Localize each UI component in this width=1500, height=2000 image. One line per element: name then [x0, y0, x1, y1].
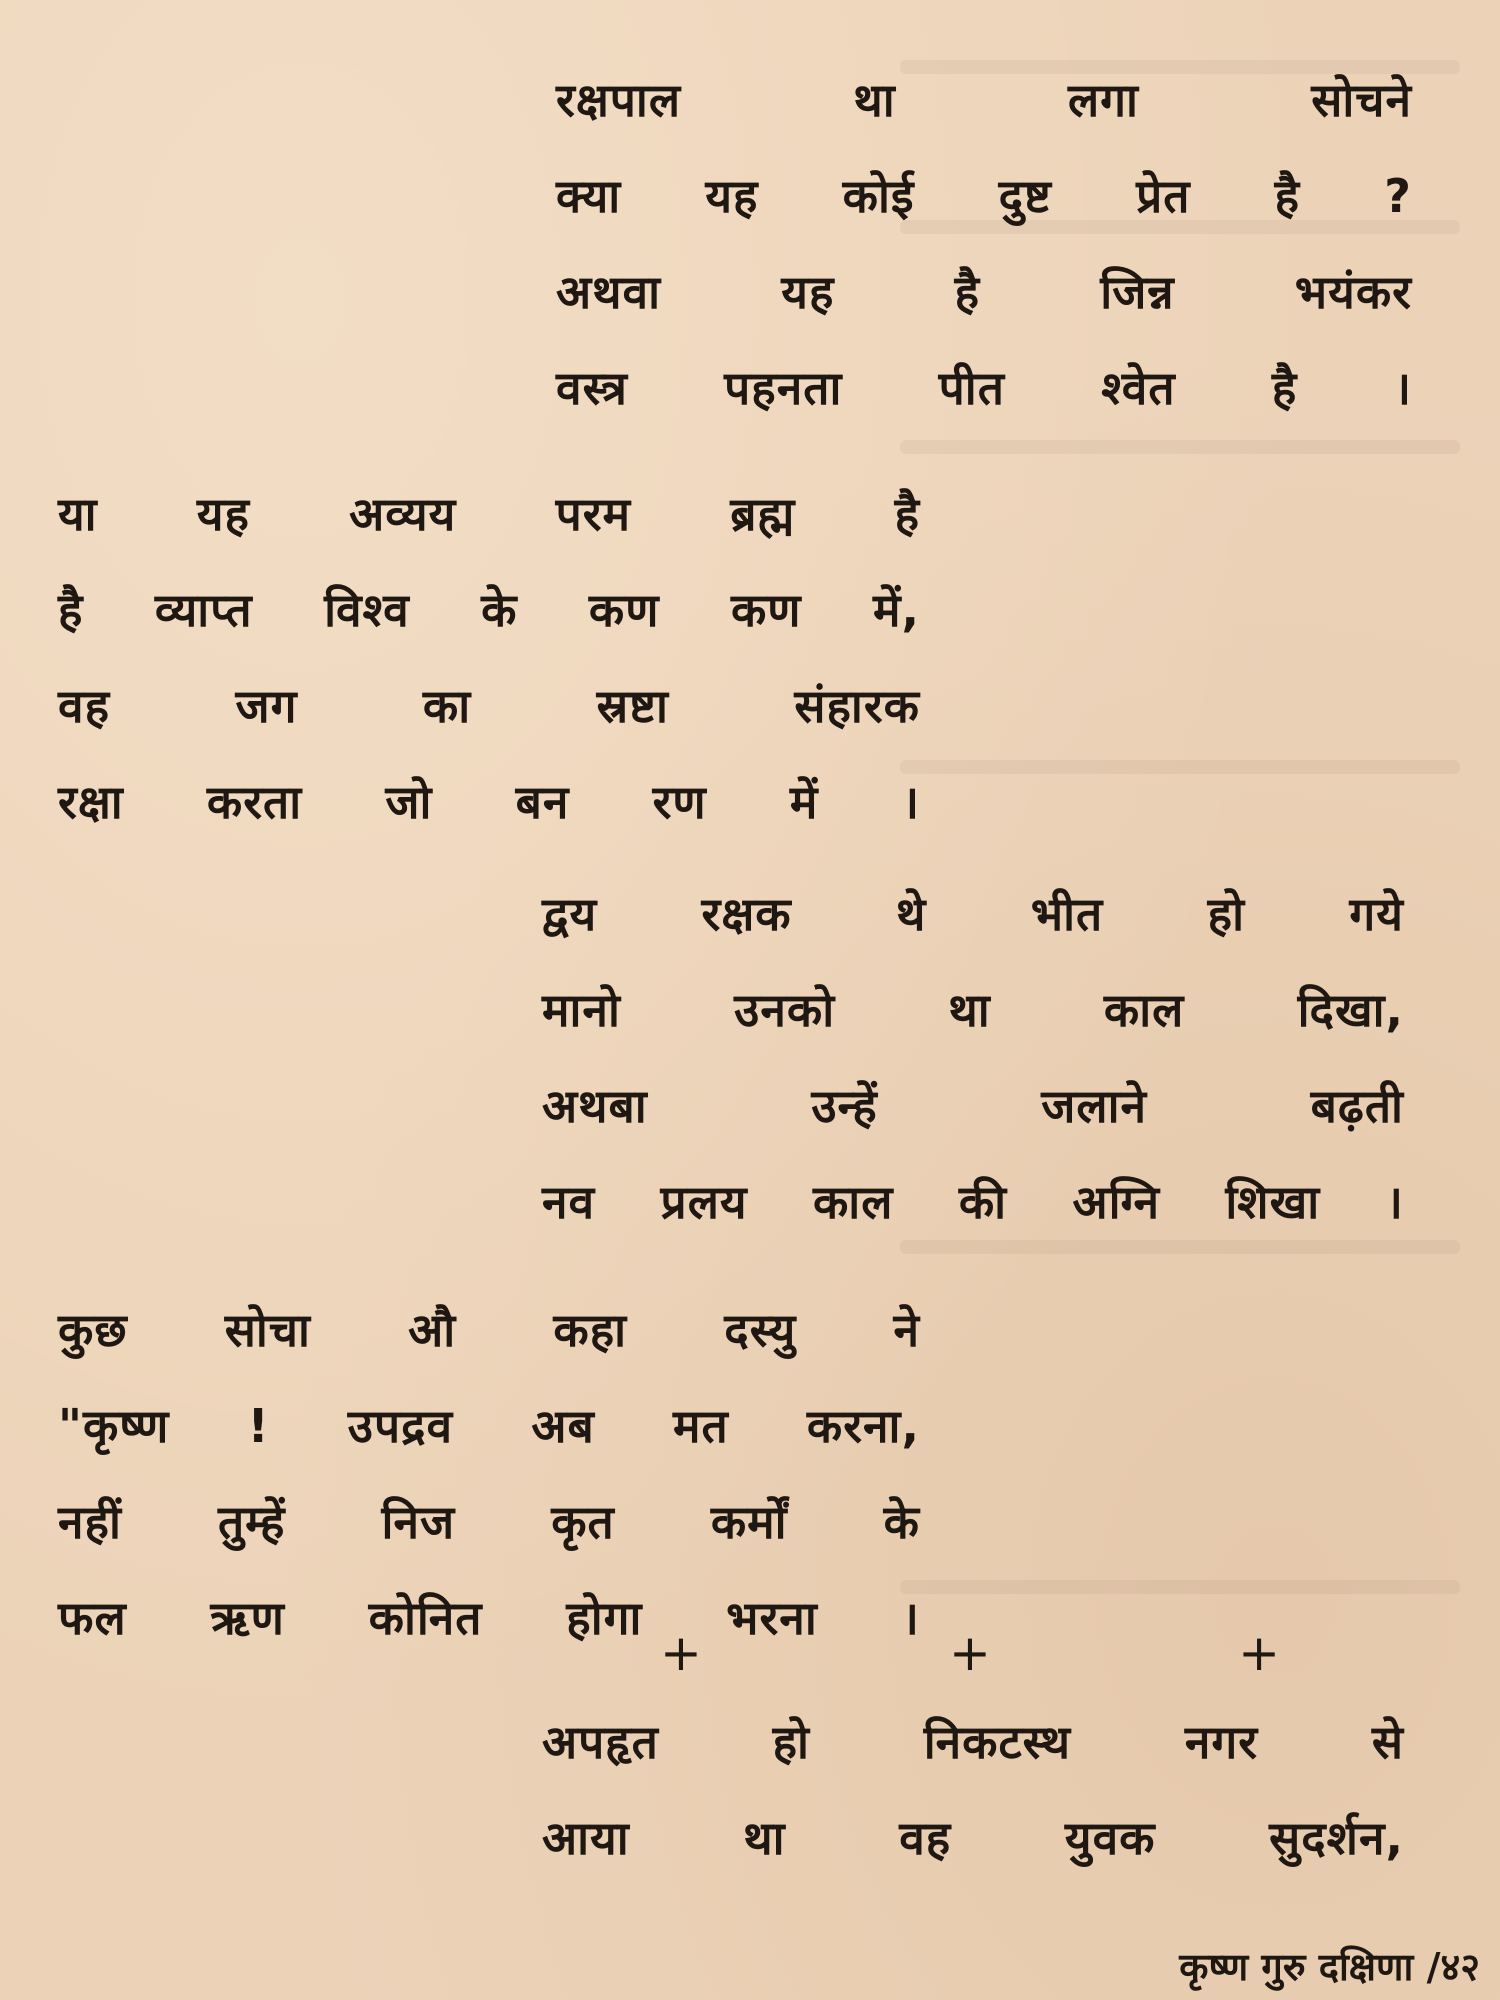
verse-word: शिखा — [1225, 1175, 1321, 1229]
page-number: /४२ — [1426, 1945, 1480, 1989]
page-footer — [1179, 1940, 1480, 1992]
verse-word: निज — [381, 1495, 456, 1549]
verse-word: रण — [652, 775, 707, 829]
verse-word: काल — [1103, 983, 1185, 1037]
verse-word: कर्मों — [710, 1495, 788, 1549]
verse-word: अथवा — [556, 265, 662, 319]
verse-word: बन — [515, 775, 570, 829]
verse-word: पीत — [938, 361, 1005, 415]
verse-word: दस्यु — [724, 1303, 797, 1357]
verse-word: क्या — [556, 169, 622, 223]
verse-word: नहीं — [58, 1495, 122, 1549]
verse-line — [556, 244, 1412, 340]
verse-word: दुष्ट — [998, 169, 1052, 223]
verse-word: हो — [772, 1715, 810, 1769]
verse-word: आया — [542, 1811, 630, 1865]
verse-word: । — [1385, 1175, 1404, 1229]
verse-line — [542, 962, 1404, 1058]
verse-word: करता — [206, 775, 303, 829]
stanza-5 — [542, 1694, 1404, 1886]
verse-word: कण — [588, 583, 660, 637]
show-through — [900, 1580, 1460, 1594]
verse-word: का — [422, 679, 472, 733]
verse-word: में, — [873, 583, 920, 637]
verse-word: व्याप्त — [154, 583, 253, 637]
verse-word: ? — [1384, 169, 1412, 223]
verse-word: वह — [58, 679, 111, 733]
verse-line — [58, 658, 920, 754]
verse-word: भरना — [726, 1591, 818, 1645]
verse-word: गये — [1349, 887, 1404, 941]
divider-plus: + — [949, 1624, 991, 1682]
verse-word: कण — [730, 583, 802, 637]
verse-word: ने — [893, 1303, 920, 1357]
verse-word: विश्व — [324, 583, 410, 637]
verse-word: है — [894, 487, 920, 541]
verse-word: सोचा — [224, 1303, 311, 1357]
verse-word: सोचने — [1311, 73, 1412, 127]
verse-word: वस्त्र — [556, 361, 628, 415]
verse-word: थे — [896, 887, 927, 941]
verse-word: श्वेत — [1101, 361, 1176, 415]
verse-word: बढ़ती — [1310, 1079, 1404, 1133]
verse-word: है — [58, 583, 84, 637]
verse-word: वह — [899, 1811, 952, 1865]
verse-word: अपहृत — [542, 1715, 659, 1769]
verse-word: की — [958, 1175, 1008, 1229]
verse-word: निकटस्थ — [923, 1715, 1072, 1769]
verse-word: कोई — [842, 169, 915, 223]
verse-word: यह — [781, 265, 835, 319]
verse-word: अव्यय — [349, 487, 457, 541]
stanza-2 — [58, 466, 920, 850]
verse-line — [542, 1058, 1404, 1154]
stanza-1 — [556, 52, 1412, 436]
verse-word: कोनित — [368, 1591, 483, 1645]
verse-line — [58, 466, 920, 562]
verse-word: कहा — [553, 1303, 628, 1357]
verse-word: द्वय — [542, 887, 598, 941]
verse-word: अब — [531, 1399, 595, 1453]
verse-word: । — [901, 1591, 920, 1645]
verse-word: अथबा — [542, 1079, 648, 1133]
verse-word: उपद्रव — [347, 1399, 454, 1453]
verse-word: तुम्हें — [217, 1495, 286, 1549]
verse-word: परम — [555, 487, 632, 541]
book-title: कृष्ण गुरु दक्षिणा — [1179, 1945, 1414, 1989]
verse-word: युवक — [1064, 1811, 1156, 1865]
verse-word: अग्नि — [1072, 1175, 1160, 1229]
verse-word: के — [883, 1495, 920, 1549]
stanza-4 — [58, 1282, 920, 1666]
verse-word: जिन्न — [1100, 265, 1175, 319]
verse-word: जलाने — [1041, 1079, 1148, 1133]
verse-word: था — [853, 73, 896, 127]
verse-word: फल — [58, 1591, 127, 1645]
verse-word: ऋण — [210, 1591, 285, 1645]
verse-line — [58, 1282, 920, 1378]
verse-word: । — [901, 775, 920, 829]
verse-line — [542, 1790, 1404, 1886]
verse-word: रक्षा — [58, 775, 124, 829]
verse-word: भयंकर — [1294, 265, 1412, 319]
verse-word: स्रष्टा — [596, 679, 669, 733]
verse-word: जग — [235, 679, 298, 733]
verse-line — [542, 1154, 1404, 1250]
verse-word: सुदर्शन, — [1269, 1811, 1404, 1865]
verse-word: लगा — [1067, 73, 1139, 127]
verse-word: औ — [408, 1303, 457, 1357]
verse-line — [58, 754, 920, 850]
verse-word: दिखा, — [1297, 983, 1404, 1037]
verse-word: कृत — [551, 1495, 615, 1549]
verse-word: । — [1393, 361, 1412, 415]
verse-word: संहारक — [794, 679, 920, 733]
verse-word: या — [58, 487, 98, 541]
verse-word: ब्रह्म — [730, 487, 796, 541]
show-through — [900, 760, 1460, 774]
verse-line — [556, 52, 1412, 148]
verse-word: है — [1274, 169, 1301, 223]
show-through — [900, 440, 1460, 454]
verse-line — [58, 1474, 920, 1570]
verse-word: से — [1371, 1715, 1404, 1769]
verse-word: उन्हें — [811, 1079, 878, 1133]
verse-word: प्रलय — [660, 1175, 748, 1229]
verse-word: यह — [705, 169, 759, 223]
verse-word: के — [481, 583, 518, 637]
verse-line — [556, 148, 1412, 244]
verse-word: में — [789, 775, 819, 829]
verse-line — [556, 340, 1412, 436]
verse-word: यह — [196, 487, 250, 541]
verse-word: जो — [385, 775, 433, 829]
verse-word: नव — [542, 1175, 596, 1229]
verse-word: करना, — [806, 1399, 920, 1453]
verse-word: है — [1271, 361, 1298, 415]
verse-word: नगर — [1184, 1715, 1259, 1769]
verse-word: मानो — [542, 983, 621, 1037]
verse-word: हो — [1207, 887, 1245, 941]
verse-word: होगा — [566, 1591, 643, 1645]
verse-word: रक्षक — [701, 887, 792, 941]
verse-word: था — [743, 1811, 786, 1865]
section-divider — [660, 1624, 1280, 1682]
stanza-3 — [542, 866, 1404, 1250]
verse-word: उनको — [734, 983, 836, 1037]
verse-word: ! — [247, 1399, 270, 1453]
verse-word: भीत — [1030, 887, 1104, 941]
verse-word: था — [948, 983, 991, 1037]
divider-plus: + — [1238, 1624, 1280, 1682]
verse-word: काल — [812, 1175, 894, 1229]
divider-plus: + — [660, 1624, 702, 1682]
verse-word: "कृष्ण — [58, 1399, 170, 1453]
verse-word: पहनता — [724, 361, 843, 415]
verse-line — [542, 866, 1404, 962]
verse-word: है — [954, 265, 981, 319]
verse-word: रक्षपाल — [556, 73, 682, 127]
verse-word: प्रेत — [1136, 169, 1191, 223]
verse-word: कुछ — [58, 1303, 128, 1357]
verse-line — [58, 1378, 920, 1474]
verse-line — [58, 562, 920, 658]
verse-line — [542, 1694, 1404, 1790]
verse-word: मत — [672, 1399, 729, 1453]
